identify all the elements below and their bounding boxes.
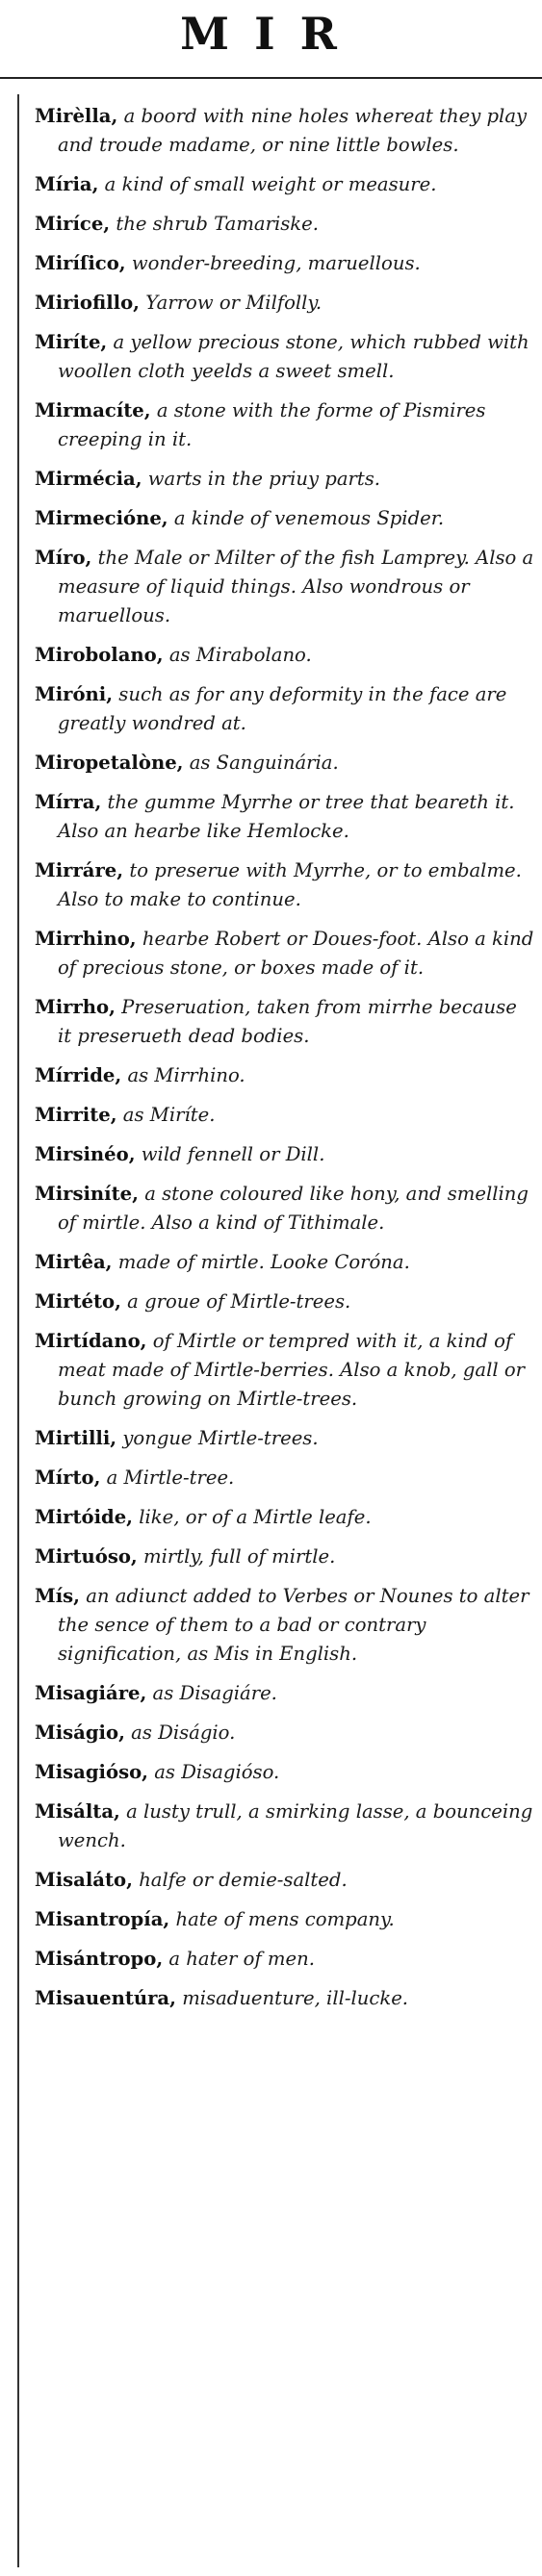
entry-headword: Misantropía, <box>35 1908 170 1930</box>
entry-definition: the shrub Tamariske. <box>116 213 319 235</box>
dictionary-entry <box>35 788 535 846</box>
entry-headword: Mirtilli, <box>35 1427 117 1449</box>
dictionary-entry <box>35 170 535 199</box>
entry-headword: Mirráre, <box>35 859 124 881</box>
page-title: MIR <box>180 8 362 60</box>
entry-definition: a hater of men. <box>168 1948 315 1970</box>
entry-definition: a boord with nine holes whereat they play and troude madame, or nine little bowles. <box>58 105 528 156</box>
dictionary-entry <box>35 249 535 278</box>
entry-headword: Misaláto, <box>35 1869 133 1891</box>
entry-definition: misaduenture, ill-lucke. <box>182 1987 409 2009</box>
dictionary-entry <box>35 289 535 318</box>
dictionary-entry <box>35 544 535 630</box>
entry-definition: a kind of small weight or measure. <box>104 173 437 195</box>
entry-headword: Mírto, <box>35 1467 101 1489</box>
entry-headword: Miríce, <box>35 213 111 235</box>
dictionary-entry <box>35 210 535 239</box>
dictionary-entry <box>35 1758 535 1787</box>
dictionary-entry <box>35 641 535 670</box>
entry-headword: Miríte, <box>35 331 108 353</box>
entry-definition: Yarrow or Milfolly. <box>145 292 323 314</box>
entry-definition: as Mirabolano. <box>168 644 312 666</box>
entry-headword: Miróni, <box>35 683 114 705</box>
dictionary-entry <box>35 1101 535 1130</box>
entry-headword: Misálta, <box>35 1800 120 1823</box>
entry-headword: Mirrhino, <box>35 928 137 950</box>
entry-definition: as Diságio. <box>131 1722 236 1744</box>
dictionary-entry <box>35 1424 535 1453</box>
dictionary-entry <box>35 465 535 494</box>
entry-definition: as Sanguinária. <box>189 752 339 774</box>
dictionary-entry <box>35 680 535 738</box>
entry-definition: a stone with the forme of Pismires creeping in it. <box>58 399 486 450</box>
dictionary-entry <box>35 1866 535 1895</box>
entry-definition: hearbe Robert or Doues-foot. Also a kind of precious stone, or boxes made of it. <box>58 928 534 979</box>
dictionary-entry <box>35 749 535 778</box>
entry-definition: as Disagióso. <box>154 1761 280 1783</box>
entry-definition: a kinde of venemous Spider. <box>173 507 445 529</box>
dictionary-entry <box>35 1288 535 1316</box>
entry-headword: Mirrho, <box>35 996 116 1018</box>
entry-headword: Misagiáre, <box>35 1682 147 1704</box>
entry-definition: such as for any deformity in the face are greatly wondred at. <box>58 683 507 734</box>
entry-headword: Miropetalòne, <box>35 752 184 774</box>
entry-definition: as Miríte. <box>122 1104 216 1126</box>
dictionary-entry <box>35 1984 535 2013</box>
entry-definition: a lusty trull, a smirking lasse, a bounceing wench. <box>58 1800 533 1851</box>
entry-headword: Mirmacíte, <box>35 399 151 421</box>
dictionary-entry <box>35 102 535 160</box>
entry-headword: Misauentúra, <box>35 1987 176 2009</box>
dictionary-entry <box>35 1180 535 1237</box>
entry-definition: as Disagiáre. <box>152 1682 277 1704</box>
page-header <box>0 0 542 81</box>
entry-definition: yongue Mirtle-trees. <box>122 1427 319 1449</box>
dictionary-entry <box>35 1945 535 1974</box>
dictionary-entry <box>35 925 535 982</box>
dictionary-entry <box>35 1543 535 1571</box>
entry-definition: like, or of a Mirtle leafe. <box>139 1506 372 1528</box>
entry-headword: Miriofillo, <box>35 292 140 314</box>
entry-headword: Mirrite, <box>35 1104 117 1126</box>
entry-definition: to preserue with Myrrhe, or to embalme. Also to make to continue. <box>58 859 522 910</box>
dictionary-entry <box>35 1140 535 1169</box>
entry-headword: Mirtuóso, <box>35 1545 138 1568</box>
entry-headword: Misántropo, <box>35 1948 164 1970</box>
dictionary-entry <box>35 1582 535 1669</box>
entry-definition: made of mirtle. Looke Coróna. <box>117 1251 410 1273</box>
entry-definition: hate of mens company. <box>175 1908 395 1930</box>
entry-definition: halfe or demie-salted. <box>139 1869 348 1891</box>
entry-definition: the gumme Myrrhe or tree that beareth it. Also an hearbe like Hemlocke. <box>58 791 515 842</box>
entry-headword: Mirmecióne, <box>35 507 168 529</box>
dictionary-entry <box>35 504 535 533</box>
dictionary-entry <box>35 1061 535 1090</box>
entry-definition: as Mirrhino. <box>127 1064 245 1086</box>
dictionary-entry <box>35 396 535 454</box>
entry-definition: wonder-breeding, maruellous. <box>131 252 421 274</box>
dictionary-entry <box>35 1503 535 1532</box>
entry-definition: warts in the priuy parts. <box>147 468 381 490</box>
entry-headword: Mirtóide, <box>35 1506 134 1528</box>
entry-definition: an adiunct added to Verbes or Nounes to alter the sence of them to a bad or contrary signification, as Mis in English. <box>58 1585 529 1665</box>
entry-headword: Míria, <box>35 173 99 195</box>
dictionary-entry <box>35 328 535 386</box>
entry-headword: Mirtídano, <box>35 1330 147 1352</box>
entry-headword: Mirmécia, <box>35 468 142 490</box>
dictionary-entry <box>35 1798 535 1855</box>
entry-definition: a groue of Mirtle-trees. <box>127 1290 351 1313</box>
entry-list <box>35 102 535 2024</box>
entry-headword: Mís, <box>35 1585 80 1607</box>
dictionary-entry <box>35 1327 535 1414</box>
entry-definition: a Mirtle-tree. <box>106 1467 235 1489</box>
entry-definition: Preseruation, taken from mirrhe because it preserueth dead bodies. <box>58 996 517 1047</box>
entry-headword: Mirtêa, <box>35 1251 113 1273</box>
column-rule <box>17 94 19 2567</box>
entry-headword: Misagióso, <box>35 1761 148 1783</box>
dictionary-entry <box>35 1464 535 1492</box>
entry-headword: Mirtéto, <box>35 1290 121 1313</box>
entry-definition: mirtly, full of mirtle. <box>142 1545 336 1568</box>
entry-definition: wild fennell or Dill. <box>141 1143 325 1165</box>
entry-definition: a stone coloured like hony, and smelling of mirtle. Also a kind of Tithimale. <box>58 1183 529 1234</box>
entry-headword: Miríſico, <box>35 252 126 274</box>
entry-headword: Míro, <box>35 547 92 569</box>
entry-definition: a yellow precious stone, which rubbed with woollen cloth yeelds a sweet smell. <box>58 331 529 382</box>
entry-headword: Mírride, <box>35 1064 122 1086</box>
dictionary-entry <box>35 1719 535 1747</box>
dictionary-entry <box>35 1248 535 1277</box>
dictionary-entry <box>35 856 535 914</box>
dictionary-entry <box>35 1905 535 1934</box>
entry-definition: the Male or Milter of the fish Lamprey. Also a measure of liquid things. Also wondrous or maruellous. <box>58 547 534 626</box>
entry-definition: of Mirtle or tempred with it, a kind of meat made of Mirtle-berries. Also a knob, gall or bunch growing on Mirtle-trees. <box>58 1330 526 1410</box>
entry-headword: Mírra, <box>35 791 102 813</box>
dictionary-entry <box>35 1679 535 1708</box>
entry-headword: Mirobolano, <box>35 644 164 666</box>
entry-headword: Mirsinéo, <box>35 1143 136 1165</box>
entry-headword: Mirsiníte, <box>35 1183 139 1205</box>
entry-headword: Mirèlla, <box>35 105 118 127</box>
entry-headword: Miságio, <box>35 1722 125 1744</box>
dictionary-entry <box>35 993 535 1051</box>
